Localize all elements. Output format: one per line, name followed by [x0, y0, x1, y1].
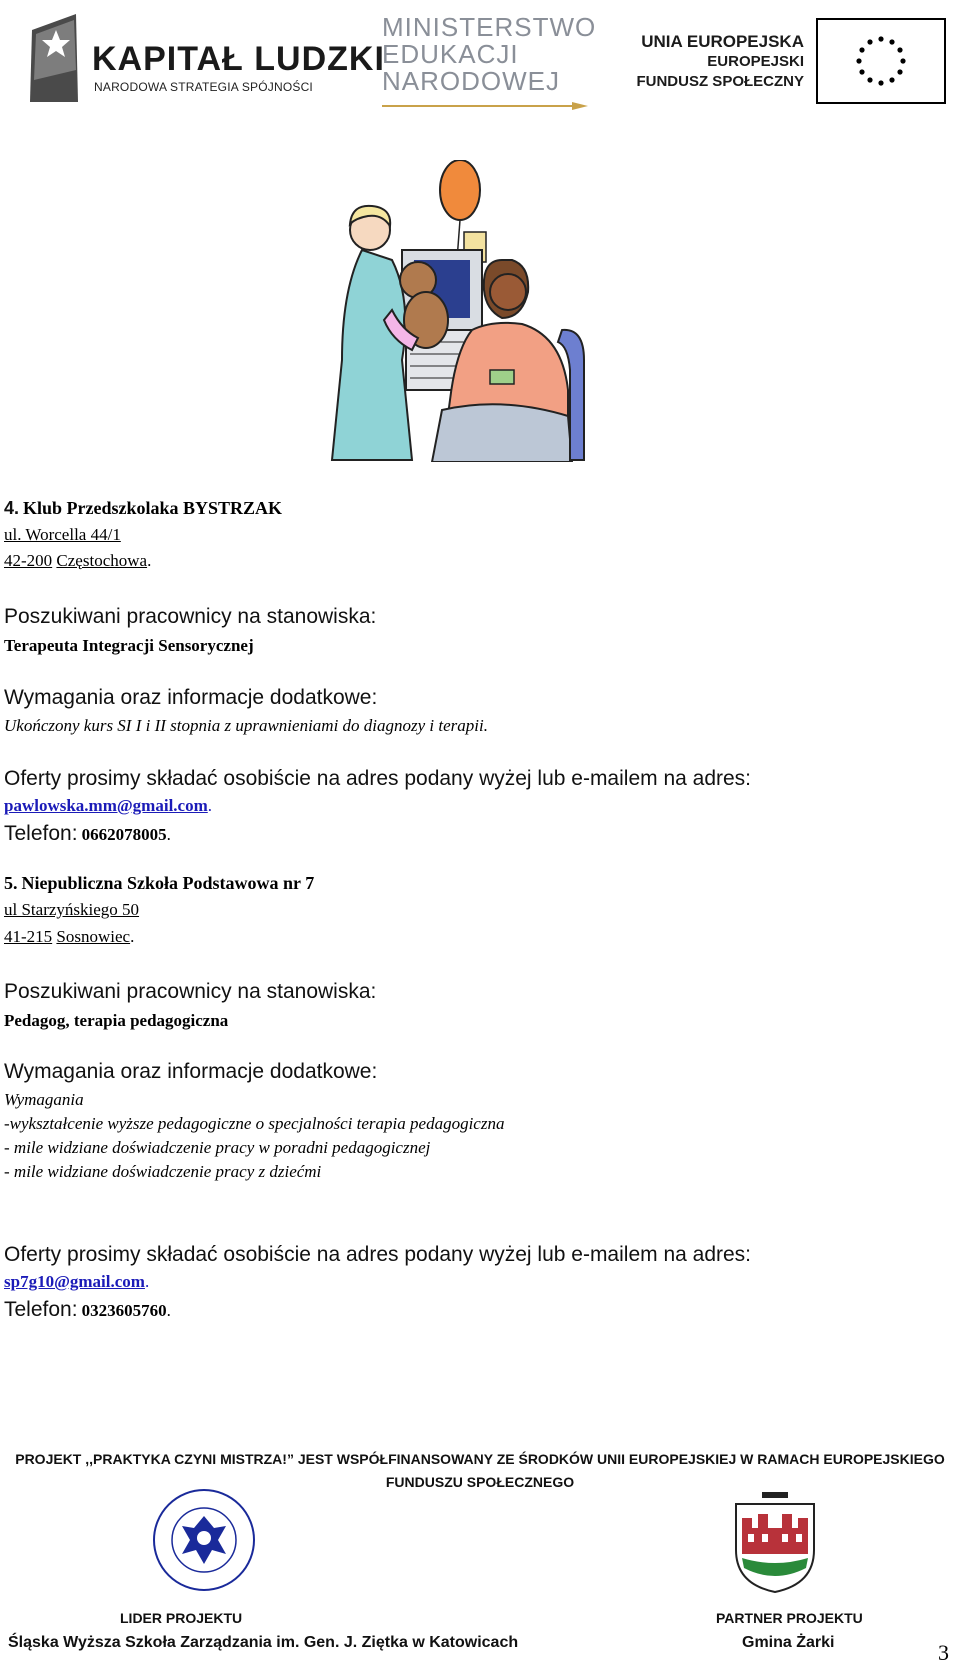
- offer-4-heading: [4, 498, 282, 519]
- university-seal-icon: [148, 1486, 260, 1594]
- offer-4-number: 4.: [4, 498, 20, 518]
- offer-5-email-line: [4, 1272, 149, 1292]
- offer-5-req-2: - mile widziane doświadczenie pracy w poradni pedagogicznej: [4, 1138, 431, 1157]
- offer-5-postal: 41-215: [4, 927, 53, 946]
- offer-4-requirement: Ukończony kurs SI I i II stopnia z uprawnieniami do diagnozy i terapii.: [4, 716, 488, 735]
- offer-5-phone-dot: .: [166, 1301, 171, 1320]
- offer-5-number: 5.: [4, 873, 18, 893]
- leader-name: Śląska Wyższa Szkoła Zarządzania im. Gen. J. Ziętka w Katowicach: [8, 1634, 519, 1651]
- nursery-illustration: [322, 160, 632, 462]
- ministry-line-1: MINISTERSTWO: [382, 12, 597, 42]
- ministry-line-3: NARODOWEJ: [382, 66, 560, 96]
- footer-project-line-1: PROJEKT ,,PRAKTYKA CZYNI MISTRZA!” JEST WSPÓŁFINANSOWANY ZE ŚRODKÓW UNII EUROPEJSKIEJ W RAMACH EUROPEJSKIEGO: [15, 1451, 945, 1467]
- kapital-ludzki-icon: [26, 10, 82, 106]
- offer-5-requirements-label: Wymagania oraz informacje dodatkowe:: [4, 1060, 378, 1083]
- ministry-line-2: EDUKACJI: [382, 39, 519, 69]
- eu-line-1: UNIA EUROPEJSKA: [641, 32, 804, 51]
- eu-social-fund-logo: [632, 32, 804, 92]
- offer-4-city-line: [4, 551, 151, 571]
- offer-5-req-title: Wymagania: [4, 1090, 84, 1109]
- offer-5-apply-text: Oferty prosimy składać osobiście na adres podany wyżej lub e-mailem na adres:: [4, 1243, 752, 1266]
- offer-5-req-1: -wykształcenie wyższe pedagogiczne o specjalności terapia pedagogiczna: [4, 1114, 505, 1133]
- ministry-logo: [382, 14, 596, 95]
- offer-5-phone: 0323605760: [81, 1301, 167, 1320]
- offer-4-position: Terapeuta Integracji Sensorycznej: [4, 636, 254, 655]
- offer-4-phone: 0662078005: [81, 825, 167, 844]
- footer-project-line-2: FUNDUSZU SPOŁECZNEGO: [385, 1474, 575, 1490]
- partner-label: PARTNER PROJEKTU: [716, 1610, 863, 1626]
- offer-5-req-3: - mile widziane doświadczenie pracy z dziećmi: [4, 1162, 322, 1181]
- offer-4-email-link[interactable]: pawlowska.mm@gmail.com: [4, 796, 208, 815]
- offer-4-phone-line: [4, 822, 171, 846]
- offer-5-street: ul Starzyńskiego 50: [4, 900, 140, 919]
- offer-5-city-dot: .: [130, 927, 135, 946]
- offer-4-postal: 42-200: [4, 551, 53, 570]
- offer-4-city: Częstochowa: [56, 551, 148, 570]
- offer-4-apply-text: Oferty prosimy składać osobiście na adres podany wyżej lub e-mailem na adres:: [4, 767, 752, 790]
- offer-4-street: ul. Worcella 44/1: [4, 525, 121, 544]
- offer-4-phone-dot: .: [166, 825, 171, 844]
- offer-5-position: Pedagog, terapia pedagogiczna: [4, 1011, 229, 1030]
- page-number: 3: [938, 1640, 949, 1665]
- offer-5-phone-line: [4, 1298, 171, 1322]
- leader-label: LIDER PROJEKTU: [120, 1610, 243, 1626]
- eu-line-2: EUROPEJSKI: [707, 53, 804, 70]
- offer-5-name: Niepubliczna Szkoła Podstawowa nr 7: [21, 873, 315, 893]
- offer-4-requirements-label: Wymagania oraz informacje dodatkowe:: [4, 686, 378, 709]
- zarki-crest-icon: [732, 1488, 818, 1594]
- offer-5-positions-label: Poszukiwani pracownicy na stanowiska:: [4, 980, 377, 1003]
- offer-5-heading: [4, 873, 314, 894]
- kapital-ludzki-subtitle: NARODOWA STRATEGIA SPÓJNOŚCI: [94, 80, 313, 94]
- eu-line-3: FUNDUSZ SPOŁECZNY: [636, 73, 804, 90]
- offer-5-city-line: [4, 927, 134, 947]
- kapital-ludzki-title: KAPITAŁ LUDZKI: [92, 40, 385, 78]
- offer-5-city: Sosnowiec: [56, 927, 131, 946]
- eu-flag-icon: [816, 18, 946, 104]
- offer-4-email-line: [4, 796, 212, 816]
- ministry-pencil-line: [382, 98, 592, 114]
- offer-5-phone-label: Telefon:: [4, 1298, 78, 1321]
- offer-5-email-dot: .: [144, 1272, 150, 1291]
- offer-5-email-link[interactable]: sp7g10@gmail.com: [4, 1272, 145, 1291]
- offer-4-positions-label: Poszukiwani pracownicy na stanowiska:: [4, 605, 377, 628]
- offer-4-email-dot: .: [207, 796, 213, 815]
- offer-4-phone-label: Telefon:: [4, 822, 78, 845]
- offer-4-name: Klub Przedszkolaka BYSTRZAK: [23, 498, 283, 518]
- partner-name: Gmina Żarki: [742, 1634, 835, 1651]
- offer-4-city-dot: .: [147, 551, 152, 570]
